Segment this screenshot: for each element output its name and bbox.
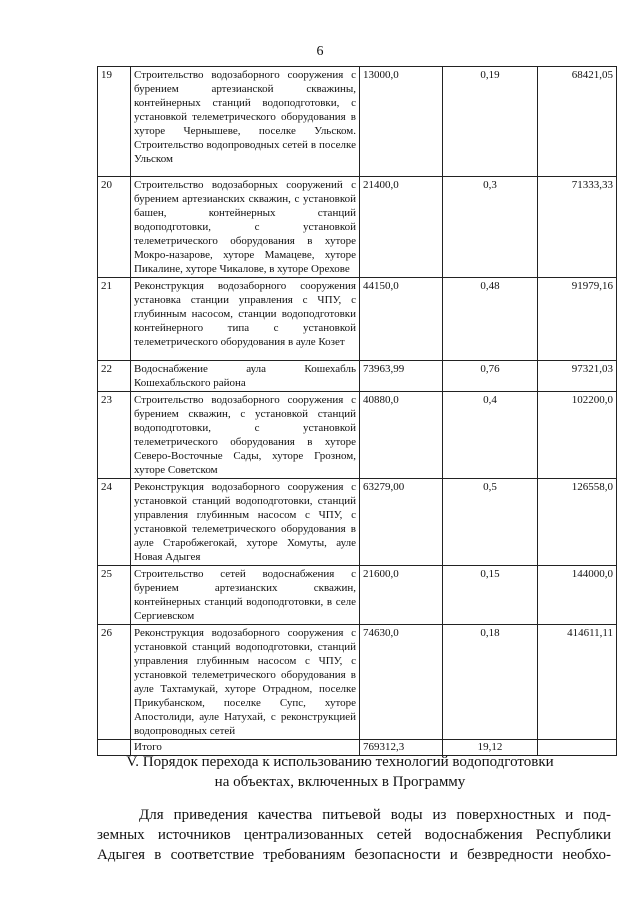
section-heading-line-1: V. Порядок перехода к использованию технологий водоподготовки [126, 754, 554, 770]
paragraph-line-3: Адыгея в соответствие требованиям безопасности и безвредности необхо- [97, 847, 611, 863]
table-row [98, 67, 617, 177]
row-cost: 21600,0 [360, 566, 443, 625]
row-total: 144000,0 [538, 566, 617, 625]
row-volume: 0,5 [443, 479, 538, 566]
row-number: 23 [98, 392, 131, 479]
row-description: Реконструкция водозаборного сооружения установка станции управления с ЧПУ, с глубинным насосом, станции водоподготовки контейнерного типа с установкой телеметрического оборудования в ауле Козет [131, 278, 360, 361]
table-row [98, 177, 617, 278]
row-description: Реконструкция водозаборного сооружения с установкой станций водоподготовки, станций управления глубинным насосом с ЧПУ, с установкой телеметрического оборудования в ауле Тахтамукай, хуторе Отрадном, поселке Прикубанском, поселке Супс, хуторе Апостолиди, ауле Натухай, с реконструкцией водопроводных сетей [131, 625, 360, 740]
total-cost: 769312,3 [360, 740, 443, 756]
row-description: Строительство водозаборных сооружений с бурением артезианских скважин, с установкой башен, контейнерных станций водоподготовки, с установкой телеметрического оборудования в хуторе Мокро-назарове, хуторе Мамацеве, хуторе Пикалине, хуторе Чикалове, в хуторе Орехове [131, 177, 360, 278]
row-number: 20 [98, 177, 131, 278]
total-label: Итого [131, 740, 360, 756]
row-cost: 73963,99 [360, 361, 443, 392]
row-total: 68421,05 [538, 67, 617, 177]
row-cost: 21400,0 [360, 177, 443, 278]
row-cost: 40880,0 [360, 392, 443, 479]
row-volume: 0,4 [443, 392, 538, 479]
table-row [98, 361, 617, 392]
table-row [98, 479, 617, 566]
table-row [98, 566, 617, 625]
row-number: 24 [98, 479, 131, 566]
row-volume: 0,76 [443, 361, 538, 392]
row-total: 71333,33 [538, 177, 617, 278]
row-number: 19 [98, 67, 131, 177]
row-total: 414611,11 [538, 625, 617, 740]
row-volume: 0,18 [443, 625, 538, 740]
row-cost: 44150,0 [360, 278, 443, 361]
table-row [98, 278, 617, 361]
row-number: 25 [98, 566, 131, 625]
row-number: 21 [98, 278, 131, 361]
row-volume: 0,15 [443, 566, 538, 625]
row-cost: 74630,0 [360, 625, 443, 740]
row-total: 91979,16 [538, 278, 617, 361]
row-number: 26 [98, 625, 131, 740]
row-number: 22 [98, 361, 131, 392]
table-row [98, 625, 617, 740]
row-description: Строительство водозаборного сооружения с бурением артезианской скважины, контейнерных станций водоподготовки, с установкой телеметрического оборудования в хуторе Чернышеве, поселке Ульском. Строительство водопроводных сетей в поселке Ульском [131, 67, 360, 177]
section-heading-line-2: на объектах, включенных в Программу [214, 774, 466, 790]
row-description: Водоснабжение аула Кошехабль Кошехабльского района [131, 361, 360, 392]
row-total: 97321,03 [538, 361, 617, 392]
row-cost: 13000,0 [360, 67, 443, 177]
row-volume: 0,48 [443, 278, 538, 361]
table-row [98, 392, 617, 479]
row-total: 126558,0 [538, 479, 617, 566]
paragraph-line-2: земных источников централизованных сетей водоснабжения Республики [97, 827, 611, 843]
row-total: 102200,0 [538, 392, 617, 479]
row-description: Строительство водозаборного сооружения с бурением скважин, с установкой станций водоподготовки, с установкой телеметрического оборудования в хуторе Северо-Восточные Сады, хуторе Грозном, хуторе Советском [131, 392, 360, 479]
row-cost: 63279,00 [360, 479, 443, 566]
body-paragraph [97, 805, 611, 865]
total-volume: 19,12 [443, 740, 538, 756]
row-volume: 0,3 [443, 177, 538, 278]
row-description: Строительство сетей водоснабжения с бурением артезианских скважин, контейнерных станций водоподготовки, в селе Сергиевском [131, 566, 360, 625]
row-description: Реконструкция водозаборного сооружения с установкой станций водоподготовки, станций управления глубинным насосом с ЧПУ, с установкой телеметрического оборудования в ауле Старобжегокай, хуторе Хомуты, ауле Новая Адыгея [131, 479, 360, 566]
page-number: 6 [316, 44, 324, 59]
section-heading [80, 752, 600, 792]
water-projects-table [97, 66, 617, 756]
paragraph-line-1: Для приведения качества питьевой воды из поверхностных и под- [139, 807, 611, 823]
row-volume: 0,19 [443, 67, 538, 177]
